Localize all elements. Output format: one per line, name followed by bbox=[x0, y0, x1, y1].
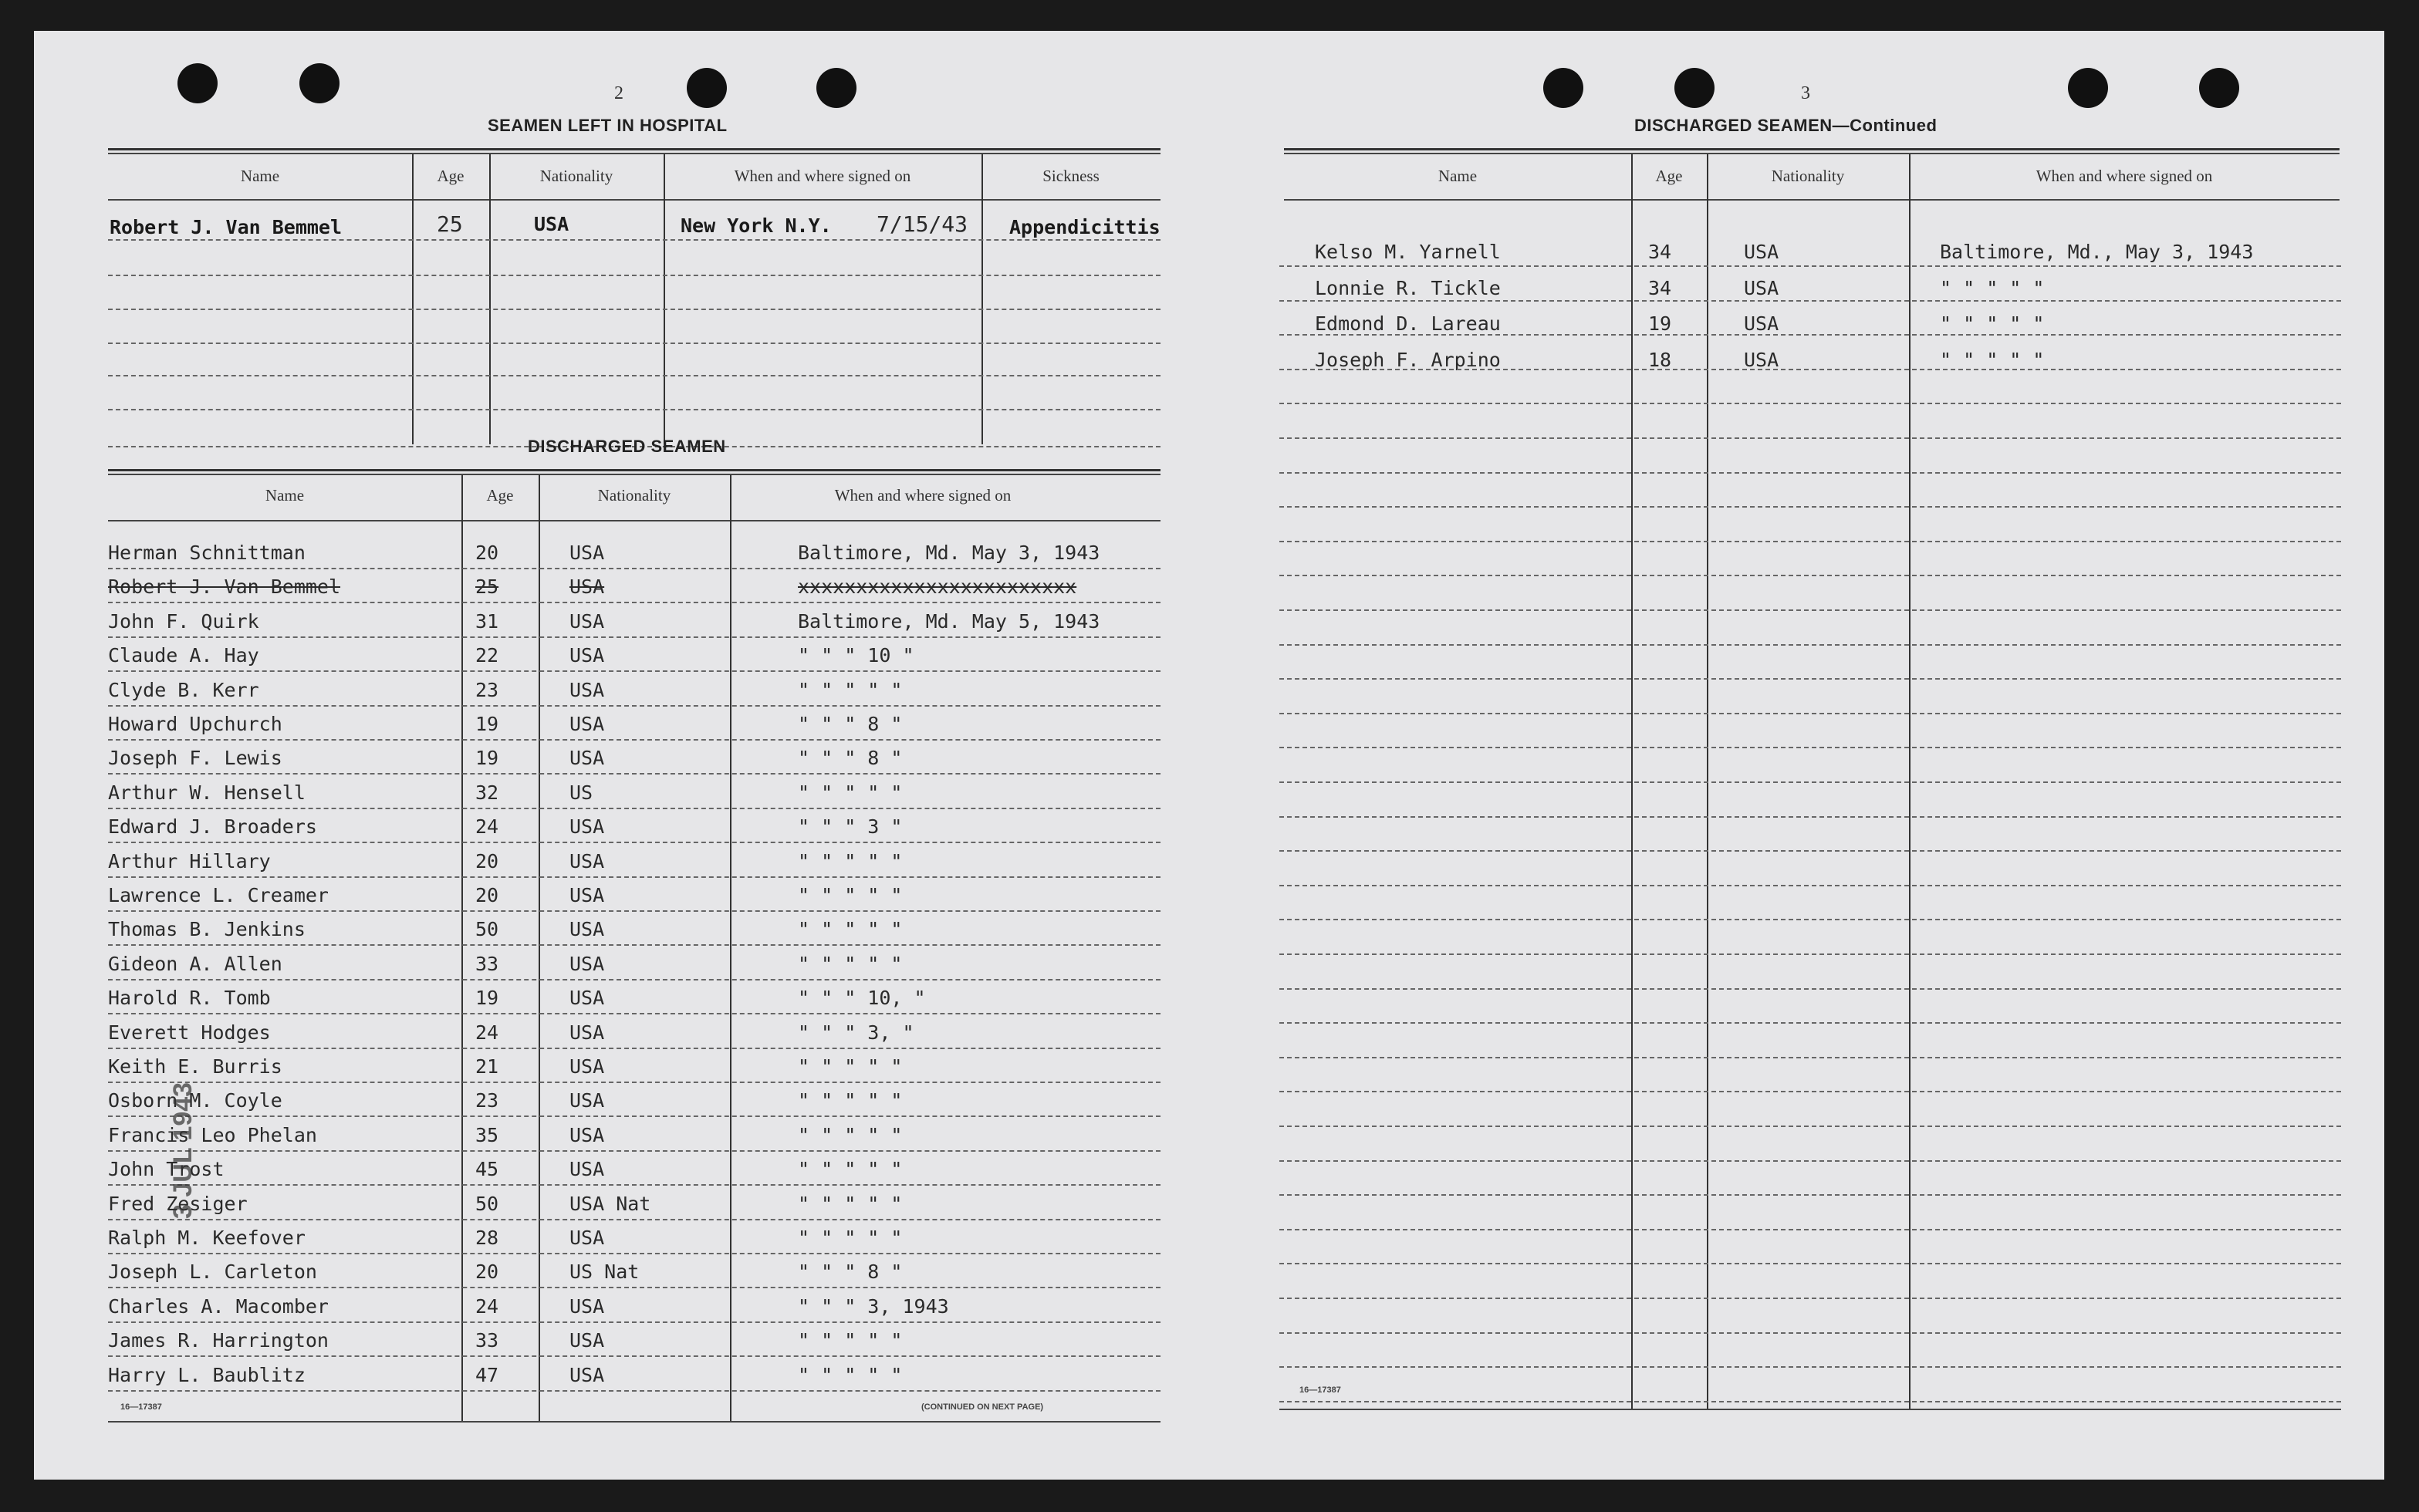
right-col-name: Name bbox=[1438, 167, 1478, 185]
discharged-row-name: Keith E. Burris bbox=[108, 1055, 282, 1078]
discharged-row-rule bbox=[108, 1390, 1161, 1392]
discharged-row-nationality: US Nat bbox=[569, 1261, 640, 1283]
discharged-row-signed: " " " 8 " bbox=[798, 1261, 903, 1283]
discharged-row-name: Gideon A. Allen bbox=[108, 953, 282, 975]
hospital-row-rule bbox=[108, 309, 1161, 310]
discharged-row-name: John F. Quirk bbox=[108, 610, 259, 633]
discharged-row-name: Thomas B. Jenkins bbox=[108, 918, 306, 940]
date-stamp: 3 JUL 1943 bbox=[168, 1082, 198, 1219]
right-row-rule bbox=[1279, 1160, 2341, 1162]
discharged-row-age: 50 bbox=[475, 1193, 499, 1215]
discharged-row-rule bbox=[108, 1287, 1161, 1288]
right-row-rule bbox=[1279, 1401, 2341, 1402]
discharged-row-age: 28 bbox=[475, 1227, 499, 1249]
discharged-row-signed: " " " 10, " bbox=[798, 987, 926, 1009]
discharged-row-age: 20 bbox=[475, 1261, 499, 1283]
discharged-continued-title-suffix: —Continued bbox=[1832, 116, 1938, 135]
hospital-col-divider bbox=[981, 154, 983, 444]
discharged-row-name: Clyde B. Kerr bbox=[108, 679, 259, 701]
binder-hole bbox=[2068, 68, 2108, 108]
discharged-row-name: Harry L. Baublitz bbox=[108, 1364, 306, 1386]
right-row-rule bbox=[1279, 1091, 2341, 1092]
hospital-row-date: 7/15/43 bbox=[877, 211, 968, 237]
right-row-rule bbox=[1279, 1057, 2341, 1058]
discharged-row-signed: " " " 3 " bbox=[798, 815, 903, 838]
discharged-row-nationality: USA bbox=[569, 1364, 605, 1386]
discharged-row-signed: Baltimore, Md. May 5, 1943 bbox=[798, 610, 1100, 633]
right-row-rule bbox=[1279, 644, 2341, 646]
discharged-col-divider bbox=[539, 475, 540, 1423]
discharged-row-signed: " " " " " bbox=[798, 953, 903, 975]
discharged-row-nationality: USA bbox=[569, 542, 605, 564]
hospital-row-rule bbox=[108, 275, 1161, 276]
right-row-rule bbox=[1279, 403, 2341, 404]
discharged-row-name: James R. Harrington bbox=[108, 1329, 329, 1352]
discharged-row-age: 20 bbox=[475, 850, 499, 872]
discharged-row-age: 19 bbox=[475, 747, 499, 769]
binder-hole bbox=[1543, 68, 1583, 108]
discharged-row-nationality: USA bbox=[569, 679, 605, 701]
discharged-row-rule bbox=[108, 1082, 1161, 1083]
discharged-row-name: Joseph F. Lewis bbox=[108, 747, 282, 769]
discharged-row-age: 45 bbox=[475, 1158, 499, 1180]
discharged-row-signed: " " " 8 " bbox=[798, 747, 903, 769]
discharged-row-nationality: USA bbox=[569, 918, 605, 940]
discharged-row-age: 24 bbox=[475, 1295, 499, 1318]
hospital-title: SEAMEN LEFT IN HOSPITAL bbox=[488, 116, 728, 135]
discharged-row-rule bbox=[108, 910, 1161, 912]
discharged-row-rule bbox=[108, 808, 1161, 809]
discharged-row-rule bbox=[108, 739, 1161, 741]
discharged-cont-row-name: Joseph F. Arpino bbox=[1315, 349, 1501, 371]
discharged-row-age: 20 bbox=[475, 542, 499, 564]
discharged-row-name: Osborn M. Coyle bbox=[108, 1089, 282, 1112]
discharged-cont-row-signed: " " " " " bbox=[1940, 277, 2045, 299]
discharged-cont-row-nationality: USA bbox=[1744, 277, 1779, 299]
right-row-rule bbox=[1279, 1298, 2341, 1299]
discharged-row-rule bbox=[108, 1013, 1161, 1014]
binder-hole bbox=[816, 68, 856, 108]
discharged-row-nationality: USA bbox=[569, 575, 605, 598]
discharged-row-rule bbox=[108, 1150, 1161, 1152]
right-row-rule bbox=[1279, 506, 2341, 508]
right-col-age: Age bbox=[1655, 167, 1683, 185]
discharged-col-signed: When and where signed on bbox=[834, 486, 1012, 505]
right-col-signed: When and where signed on bbox=[2036, 167, 2213, 185]
discharged-cont-row-age: 34 bbox=[1648, 277, 1672, 299]
discharged-row-name: Ralph M. Keefover bbox=[108, 1227, 306, 1249]
hospital-header-rule bbox=[108, 199, 1161, 201]
discharged-row-name: Lawrence L. Creamer bbox=[108, 884, 329, 906]
discharged-row-age: 23 bbox=[475, 679, 499, 701]
discharged-row-name: Arthur W. Hensell bbox=[108, 781, 306, 804]
discharged-row-signed: " " " " " bbox=[798, 850, 903, 872]
discharged-header-rule bbox=[108, 520, 1161, 521]
discharged-row-nationality: USA Nat bbox=[569, 1193, 651, 1215]
discharged-row-age: 24 bbox=[475, 1021, 499, 1044]
discharged-continued-title bbox=[1634, 116, 1937, 136]
discharged-row-name: Joseph L. Carleton bbox=[108, 1261, 317, 1283]
hospital-col-sickness: Sickness bbox=[1042, 167, 1100, 185]
hospital-col-divider bbox=[489, 154, 491, 444]
discharged-row-signed: Baltimore, Md. May 3, 1943 bbox=[798, 542, 1100, 564]
discharged-row-name: Claude A. Hay bbox=[108, 644, 259, 667]
discharged-row-age: 47 bbox=[475, 1364, 499, 1386]
right-row-rule bbox=[1279, 1263, 2341, 1264]
discharged-row-rule bbox=[108, 602, 1161, 603]
binder-hole bbox=[299, 63, 340, 103]
discharged-row-signed: " " " " " bbox=[798, 1158, 903, 1180]
discharged-row-rule bbox=[108, 1219, 1161, 1220]
discharged-row-age: 25 bbox=[475, 575, 499, 598]
hospital-col-name: Name bbox=[240, 167, 280, 185]
discharged-row-age: 33 bbox=[475, 953, 499, 975]
discharged-row-name: Charles A. Macomber bbox=[108, 1295, 329, 1318]
discharged-row-nationality: USA bbox=[569, 850, 605, 872]
discharged-row-signed: " " " " " bbox=[798, 1055, 903, 1078]
discharged-row-signed: " " " " " bbox=[798, 1089, 903, 1112]
discharged-cont-row-signed: " " " " " bbox=[1940, 349, 2045, 371]
page-number-left: 2 bbox=[614, 83, 623, 103]
discharged-row-signed: " " " 10 " bbox=[798, 644, 914, 667]
right-row-rule bbox=[1279, 265, 2341, 267]
hospital-col-nationality: Nationality bbox=[539, 167, 613, 185]
discharged-row-nationality: USA bbox=[569, 713, 605, 735]
discharged-row-age: 20 bbox=[475, 884, 499, 906]
right-row-rule bbox=[1279, 816, 2341, 818]
right-row-rule bbox=[1279, 1022, 2341, 1024]
discharged-row-name: Fred Zesiger bbox=[108, 1193, 248, 1215]
right-top-rule-2 bbox=[1284, 153, 2340, 154]
hospital-row-rule bbox=[108, 375, 1161, 376]
discharged-cont-row-signed: Baltimore, Md., May 3, 1943 bbox=[1940, 241, 2254, 263]
discharged-row-name: Harold R. Tomb bbox=[108, 987, 271, 1009]
right-row-rule bbox=[1279, 885, 2341, 886]
discharged-row-nationality: USA bbox=[569, 1295, 605, 1318]
discharged-row-nationality: USA bbox=[569, 747, 605, 769]
discharged-row-rule bbox=[108, 670, 1161, 672]
discharged-row-signed: " " " 8 " bbox=[798, 713, 903, 735]
binder-hole bbox=[687, 68, 727, 108]
discharged-col-divider bbox=[461, 475, 463, 1423]
right-row-rule bbox=[1279, 919, 2341, 920]
discharged-row-signed: " " " 3, " bbox=[798, 1021, 914, 1044]
right-row-rule bbox=[1279, 1126, 2341, 1127]
right-row-rule bbox=[1279, 1366, 2341, 1368]
right-col-nationality: Nationality bbox=[1771, 167, 1845, 185]
hospital-col-age: Age bbox=[437, 167, 465, 185]
discharged-row-nationality: USA bbox=[569, 1124, 605, 1146]
right-row-rule bbox=[1279, 369, 2341, 370]
discharged-row-signed: " " " " " bbox=[798, 1193, 903, 1215]
discharged-row-age: 22 bbox=[475, 644, 499, 667]
discharged-row-signed: " " " " " bbox=[798, 1364, 903, 1386]
right-row-rule bbox=[1279, 541, 2341, 542]
discharged-row-age: 31 bbox=[475, 610, 499, 633]
discharged-row-rule bbox=[108, 1253, 1161, 1254]
discharged-row-nationality: USA bbox=[569, 1227, 605, 1249]
discharged-row-name: John Trost bbox=[108, 1158, 225, 1180]
discharged-cont-row-age: 19 bbox=[1648, 312, 1672, 335]
discharged-row-nationality: USA bbox=[569, 610, 605, 633]
right-header-rule bbox=[1284, 199, 2340, 201]
discharged-row-rule bbox=[108, 1115, 1161, 1117]
discharged-row-rule bbox=[108, 568, 1161, 569]
discharged-row-signed: " " " " " bbox=[798, 1227, 903, 1249]
discharged-row-rule bbox=[108, 705, 1161, 707]
hospital-row-rule bbox=[108, 343, 1161, 344]
discharged-row-age: 21 bbox=[475, 1055, 499, 1078]
form-number-right: 16—17387 bbox=[1299, 1385, 1341, 1395]
discharged-row-signed: " " " " " bbox=[798, 884, 903, 906]
right-row-rule bbox=[1279, 300, 2341, 302]
discharged-col-age: Age bbox=[486, 486, 514, 505]
discharged-bottom-rule bbox=[108, 1421, 1161, 1423]
hospital-col-divider bbox=[664, 154, 665, 444]
discharged-row-signed: xxxxxxxxxxxxxxxxxxxxxxxx bbox=[798, 575, 1077, 598]
right-top-rule bbox=[1284, 148, 2340, 150]
discharged-row-rule bbox=[108, 876, 1161, 878]
discharged-cont-row-age: 34 bbox=[1648, 241, 1672, 263]
discharged-row-name: Francis Leo Phelan bbox=[108, 1124, 317, 1146]
right-row-rule bbox=[1279, 713, 2341, 714]
right-row-rule bbox=[1279, 988, 2341, 990]
discharged-row-age: 19 bbox=[475, 987, 499, 1009]
hospital-row-sickness: Appendicittis bbox=[1009, 216, 1161, 238]
discharged-row-rule bbox=[108, 1184, 1161, 1186]
continued-note: (CONTINUED ON NEXT PAGE) bbox=[921, 1402, 1044, 1412]
discharged-col-name: Name bbox=[265, 486, 305, 505]
form-number-left: 16—17387 bbox=[120, 1402, 162, 1412]
discharged-row-signed: " " " " " bbox=[798, 1329, 903, 1352]
discharged-cont-row-signed: " " " " " bbox=[1940, 312, 2045, 335]
hospital-row-rule bbox=[108, 239, 1161, 241]
right-row-rule bbox=[1279, 334, 2341, 336]
right-row-rule bbox=[1279, 1332, 2341, 1334]
discharged-row-nationality: USA bbox=[569, 884, 605, 906]
hospital-row-rule bbox=[108, 409, 1161, 410]
discharged-row-rule bbox=[108, 773, 1161, 775]
discharged-row-age: 32 bbox=[475, 781, 499, 804]
discharged-row-nationality: USA bbox=[569, 644, 605, 667]
discharged-continued-title-main: DISCHARGED SEAMEN bbox=[1634, 116, 1833, 135]
right-row-rule bbox=[1279, 747, 2341, 748]
right-row-rule bbox=[1279, 437, 2341, 439]
discharged-row-age: 19 bbox=[475, 713, 499, 735]
discharged-row-signed: " " " 3, 1943 bbox=[798, 1295, 949, 1318]
right-row-rule bbox=[1279, 472, 2341, 474]
discharged-row-age: 33 bbox=[475, 1329, 499, 1352]
discharged-row-age: 23 bbox=[475, 1089, 499, 1112]
hospital-row-age: 25 bbox=[437, 211, 463, 237]
discharged-row-rule bbox=[108, 1048, 1161, 1049]
discharged-row-name: Everett Hodges bbox=[108, 1021, 271, 1044]
discharged-col-divider bbox=[730, 475, 731, 1423]
discharged-row-age: 24 bbox=[475, 815, 499, 838]
binder-hole bbox=[177, 63, 218, 103]
discharged-row-rule bbox=[108, 842, 1161, 843]
page-number-right: 3 bbox=[1801, 83, 1810, 103]
hospital-row-nationality: USA bbox=[534, 213, 569, 235]
discharged-row-nationality: USA bbox=[569, 987, 605, 1009]
right-bottom-rule bbox=[1279, 1409, 2341, 1410]
right-row-rule bbox=[1279, 953, 2341, 955]
discharged-row-nationality: USA bbox=[569, 1158, 605, 1180]
right-row-rule bbox=[1279, 1229, 2341, 1230]
discharged-cont-row-name: Edmond D. Lareau bbox=[1315, 312, 1501, 335]
discharged-row-age: 50 bbox=[475, 918, 499, 940]
discharged-row-signed: " " " " " bbox=[798, 918, 903, 940]
discharged-row-rule bbox=[108, 979, 1161, 980]
discharged-cont-row-nationality: USA bbox=[1744, 312, 1779, 335]
discharged-row-name: Robert J. Van Bemmel bbox=[108, 575, 341, 598]
right-row-rule bbox=[1279, 575, 2341, 576]
binder-hole bbox=[1674, 68, 1715, 108]
discharged-row-nationality: US bbox=[569, 781, 593, 804]
discharged-row-rule bbox=[108, 1321, 1161, 1323]
hospital-row-place: New York N.Y. bbox=[681, 214, 832, 237]
discharged-cont-row-name: Kelso M. Yarnell bbox=[1315, 241, 1501, 263]
discharged-row-rule bbox=[108, 636, 1161, 638]
discharged-row-rule bbox=[108, 1355, 1161, 1357]
discharged-row-name: Arthur Hillary bbox=[108, 850, 271, 872]
discharged-row-nationality: USA bbox=[569, 1055, 605, 1078]
right-row-rule bbox=[1279, 781, 2341, 783]
right-row-rule bbox=[1279, 678, 2341, 680]
discharged-row-nationality: USA bbox=[569, 1021, 605, 1044]
hospital-col-signed: When and where signed on bbox=[734, 167, 911, 185]
discharged-col-nationality: Nationality bbox=[597, 486, 671, 505]
discharged-row-signed: " " " " " bbox=[798, 679, 903, 701]
discharged-row-nationality: USA bbox=[569, 815, 605, 838]
discharged-row-nationality: USA bbox=[569, 1089, 605, 1112]
discharged-row-name: Howard Upchurch bbox=[108, 713, 282, 735]
hospital-row-name: Robert J. Van Bemmel bbox=[110, 216, 343, 238]
discharged-row-rule bbox=[108, 944, 1161, 946]
discharged-cont-row-nationality: USA bbox=[1744, 241, 1779, 263]
right-row-rule bbox=[1279, 1194, 2341, 1196]
discharged-row-age: 35 bbox=[475, 1124, 499, 1146]
discharged-row-name: Herman Schnittman bbox=[108, 542, 306, 564]
discharged-row-nationality: USA bbox=[569, 953, 605, 975]
discharged-row-nationality: USA bbox=[569, 1329, 605, 1352]
binder-hole bbox=[2199, 68, 2239, 108]
document-sheet bbox=[34, 31, 2384, 1480]
discharged-row-name: Edward J. Broaders bbox=[108, 815, 317, 838]
hospital-top-rule bbox=[108, 148, 1161, 150]
hospital-col-divider bbox=[412, 154, 414, 444]
hospital-top-rule-2 bbox=[108, 153, 1161, 154]
discharged-cont-row-nationality: USA bbox=[1744, 349, 1779, 371]
right-row-rule bbox=[1279, 609, 2341, 611]
discharged-top-rule-2 bbox=[108, 474, 1161, 475]
discharged-cont-row-age: 18 bbox=[1648, 349, 1672, 371]
discharged-row-signed: " " " " " bbox=[798, 1124, 903, 1146]
discharged-top-rule bbox=[108, 469, 1161, 471]
discharged-row-signed: " " " " " bbox=[798, 781, 903, 804]
right-row-rule bbox=[1279, 850, 2341, 852]
discharged-title: DISCHARGED SEAMEN bbox=[528, 437, 726, 456]
discharged-cont-row-name: Lonnie R. Tickle bbox=[1315, 277, 1501, 299]
